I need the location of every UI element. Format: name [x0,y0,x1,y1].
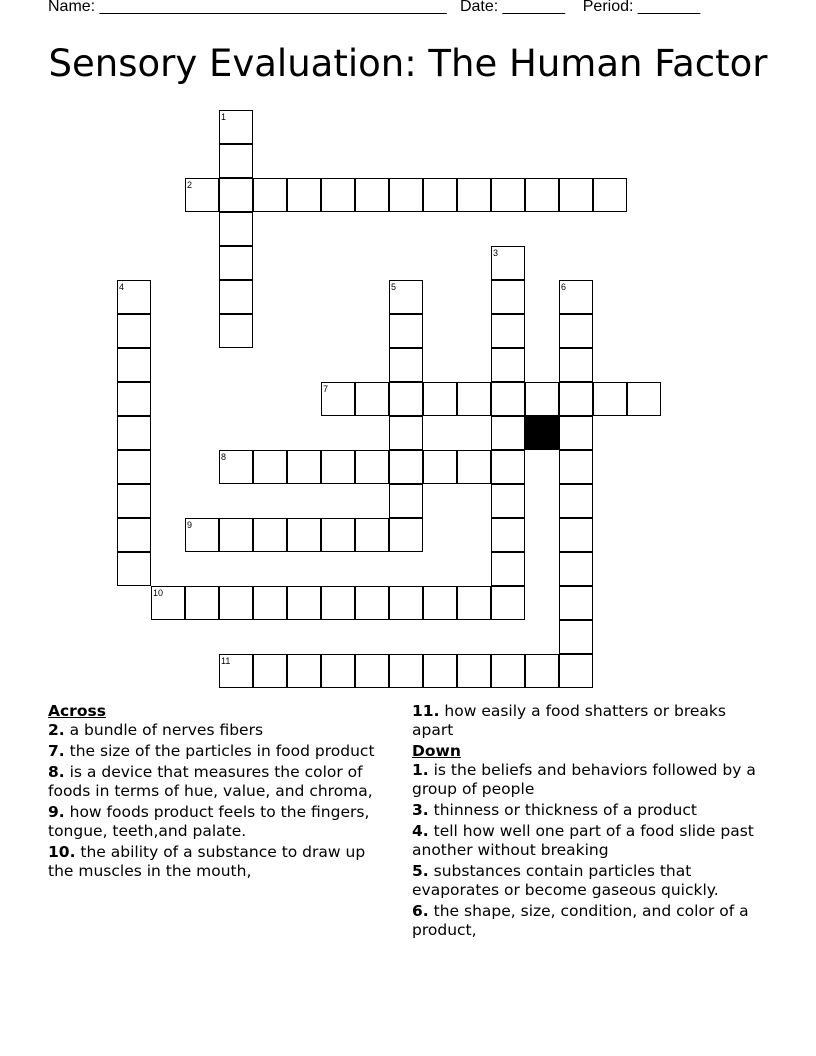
grid-cell[interactable] [253,450,287,484]
grid-cell[interactable] [355,450,389,484]
grid-cell[interactable] [185,586,219,620]
clue-text: the shape, size, condition, and color of a product, [412,902,749,939]
clue-text: the size of the particles in food product [69,742,375,760]
date-label: Date: [459,0,499,15]
grid-cell[interactable] [491,348,525,382]
clue-down-1 [412,761,772,799]
clue-down-4 [412,822,772,860]
grid-cell[interactable] [219,280,253,314]
grid-cell[interactable] [287,518,321,552]
grid-cell[interactable] [559,518,593,552]
grid-cell[interactable] [287,178,321,212]
clue-text: the ability of a substance to draw up the muscles in the mouth, [48,843,366,880]
grid-cell[interactable] [559,450,593,484]
clue-down-3 [412,801,772,820]
period-label: Period: [582,0,634,15]
grid-cell[interactable] [355,586,389,620]
grid-cell[interactable] [559,654,593,688]
clue-across-9 [48,803,388,841]
grid-cell[interactable] [593,382,627,416]
grid-cell[interactable] [491,382,525,416]
grid-cell[interactable] [457,586,491,620]
clue-text: tell how well one part of a food slide past another without breaking [412,822,754,859]
grid-cell[interactable] [287,654,321,688]
clue-number: 10. [48,843,76,861]
grid-cell[interactable] [389,348,423,382]
grid-cell[interactable] [423,450,457,484]
period-blank[interactable]: _______ [637,0,701,15]
grid-cell[interactable] [117,382,151,416]
clue-down-6 [412,902,772,940]
grid-cell[interactable] [389,586,423,620]
grid-cell[interactable] [389,518,423,552]
grid-cell[interactable] [559,586,593,620]
grid-cell[interactable] [491,552,525,586]
grid-cell[interactable] [627,382,661,416]
clue-number: 8. [48,763,65,781]
clue-across-10 [48,843,388,881]
clue-across-8 [48,763,388,801]
grid-cell[interactable] [253,654,287,688]
grid-cell[interactable] [253,586,287,620]
clue-text: is the beliefs and behaviors followed by a group of people [412,761,756,798]
cell-number: 4 [119,282,125,292]
grid-cell[interactable] [491,450,525,484]
grid-cell[interactable] [117,450,151,484]
clue-number: 5. [412,862,429,880]
grid-cell[interactable] [287,586,321,620]
grid-cell[interactable] [117,348,151,382]
grid-cell[interactable] [559,382,593,416]
grid-cell[interactable] [219,314,253,348]
grid-cell[interactable] [117,518,151,552]
grid-cell[interactable] [219,518,253,552]
grid-cell[interactable] [491,314,525,348]
grid-cell[interactable] [389,654,423,688]
grid-cell[interactable] [253,518,287,552]
grid-cell[interactable] [389,382,423,416]
clue-number: 7. [48,742,65,760]
grid-cell[interactable] [491,518,525,552]
grid-cell[interactable] [389,450,423,484]
grid-cell[interactable] [117,314,151,348]
grid-cell[interactable] [525,654,559,688]
grid-cell[interactable] [491,586,525,620]
name-blank[interactable]: _______________________________________ [99,0,447,15]
clue-number: 4. [412,822,429,840]
clues-left-column [48,702,388,883]
clue-number: 2. [48,721,65,739]
grid-cell[interactable] [423,586,457,620]
grid-cell[interactable] [593,178,627,212]
cell-number: 10 [153,588,164,598]
grid-cell[interactable] [491,484,525,518]
grid-cell[interactable] [491,416,525,450]
grid-cell[interactable] [457,654,491,688]
clue-text: substances contain particles that evaporates or become gaseous quickly. [412,862,719,899]
clue-number: 1. [412,761,429,779]
grid-cell[interactable] [389,314,423,348]
grid-cell[interactable] [559,416,593,450]
cell-number: 3 [493,248,499,258]
clue-down-5 [412,862,772,900]
clue-across-7 [48,742,388,761]
grid-cell[interactable] [559,552,593,586]
grid-cell[interactable] [219,212,253,246]
down-heading: Down [412,742,461,760]
grid-cell[interactable] [219,144,253,178]
clue-text: a bundle of nerves fibers [69,721,264,739]
grid-cell[interactable] [219,586,253,620]
clue-text: thinness or thickness of a product [433,801,697,819]
grid-cell[interactable] [559,178,593,212]
grid-cell[interactable] [491,178,525,212]
grid-cell[interactable] [457,450,491,484]
grid-cell[interactable] [559,314,593,348]
date-blank[interactable]: _______ [502,0,565,15]
grid-cell[interactable] [117,484,151,518]
grid-cell[interactable] [219,178,253,212]
grid-cell[interactable] [321,518,355,552]
clue-across-11 [412,702,772,740]
grid-cell[interactable] [423,382,457,416]
grid-cell[interactable] [457,382,491,416]
grid-cell[interactable] [321,654,355,688]
cell-number: 2 [187,180,193,190]
clue-text: how easily a food shatters or breaks apart [412,702,726,739]
grid-cell[interactable] [321,450,355,484]
grid-cell[interactable] [525,178,559,212]
grid-cell[interactable] [355,654,389,688]
grid-cell[interactable] [117,552,151,586]
grid-cell[interactable] [219,246,253,280]
cell-number: 8 [221,452,227,462]
grid-cell[interactable] [491,654,525,688]
grid-cell[interactable] [355,178,389,212]
grid-cell[interactable] [559,348,593,382]
clue-text: how foods product feels to the fingers, tongue, teeth,and palate. [48,803,370,840]
grid-cell[interactable] [389,178,423,212]
grid-cell[interactable] [457,178,491,212]
cell-number: 7 [323,384,329,394]
grid-cell[interactable] [321,178,355,212]
grid-cell[interactable] [321,586,355,620]
grid-cell[interactable] [355,382,389,416]
blocked-cell [525,416,559,450]
grid-cell[interactable] [423,654,457,688]
name-label: Name: [48,0,96,15]
cell-number: 9 [187,520,193,530]
grid-cell[interactable] [389,416,423,450]
clue-number: 9. [48,803,65,821]
clue-number: 3. [412,801,429,819]
grid-cell[interactable] [253,178,287,212]
clue-number: 11. [412,702,440,720]
cell-number: 6 [561,282,567,292]
grid-cell[interactable] [491,280,525,314]
grid-cell[interactable] [355,518,389,552]
cell-number: 5 [391,282,397,292]
grid-cell[interactable] [117,416,151,450]
cell-number: 11 [221,656,231,666]
across-heading: Across [48,702,106,720]
page-title: Sensory Evaluation: The Human Factor [48,42,768,85]
grid-cell[interactable] [559,484,593,518]
grid-cell[interactable] [423,178,457,212]
grid-cell[interactable] [389,484,423,518]
clue-text: is a device that measures the color of foods in terms of hue, value, and chroma, [48,763,373,800]
grid-cell[interactable] [559,620,593,654]
grid-cell[interactable] [287,450,321,484]
grid-cell[interactable] [525,382,559,416]
clue-across-2 [48,721,388,740]
clue-number: 6. [412,902,429,920]
cell-number: 1 [221,112,227,122]
clues-right-column [412,702,772,942]
